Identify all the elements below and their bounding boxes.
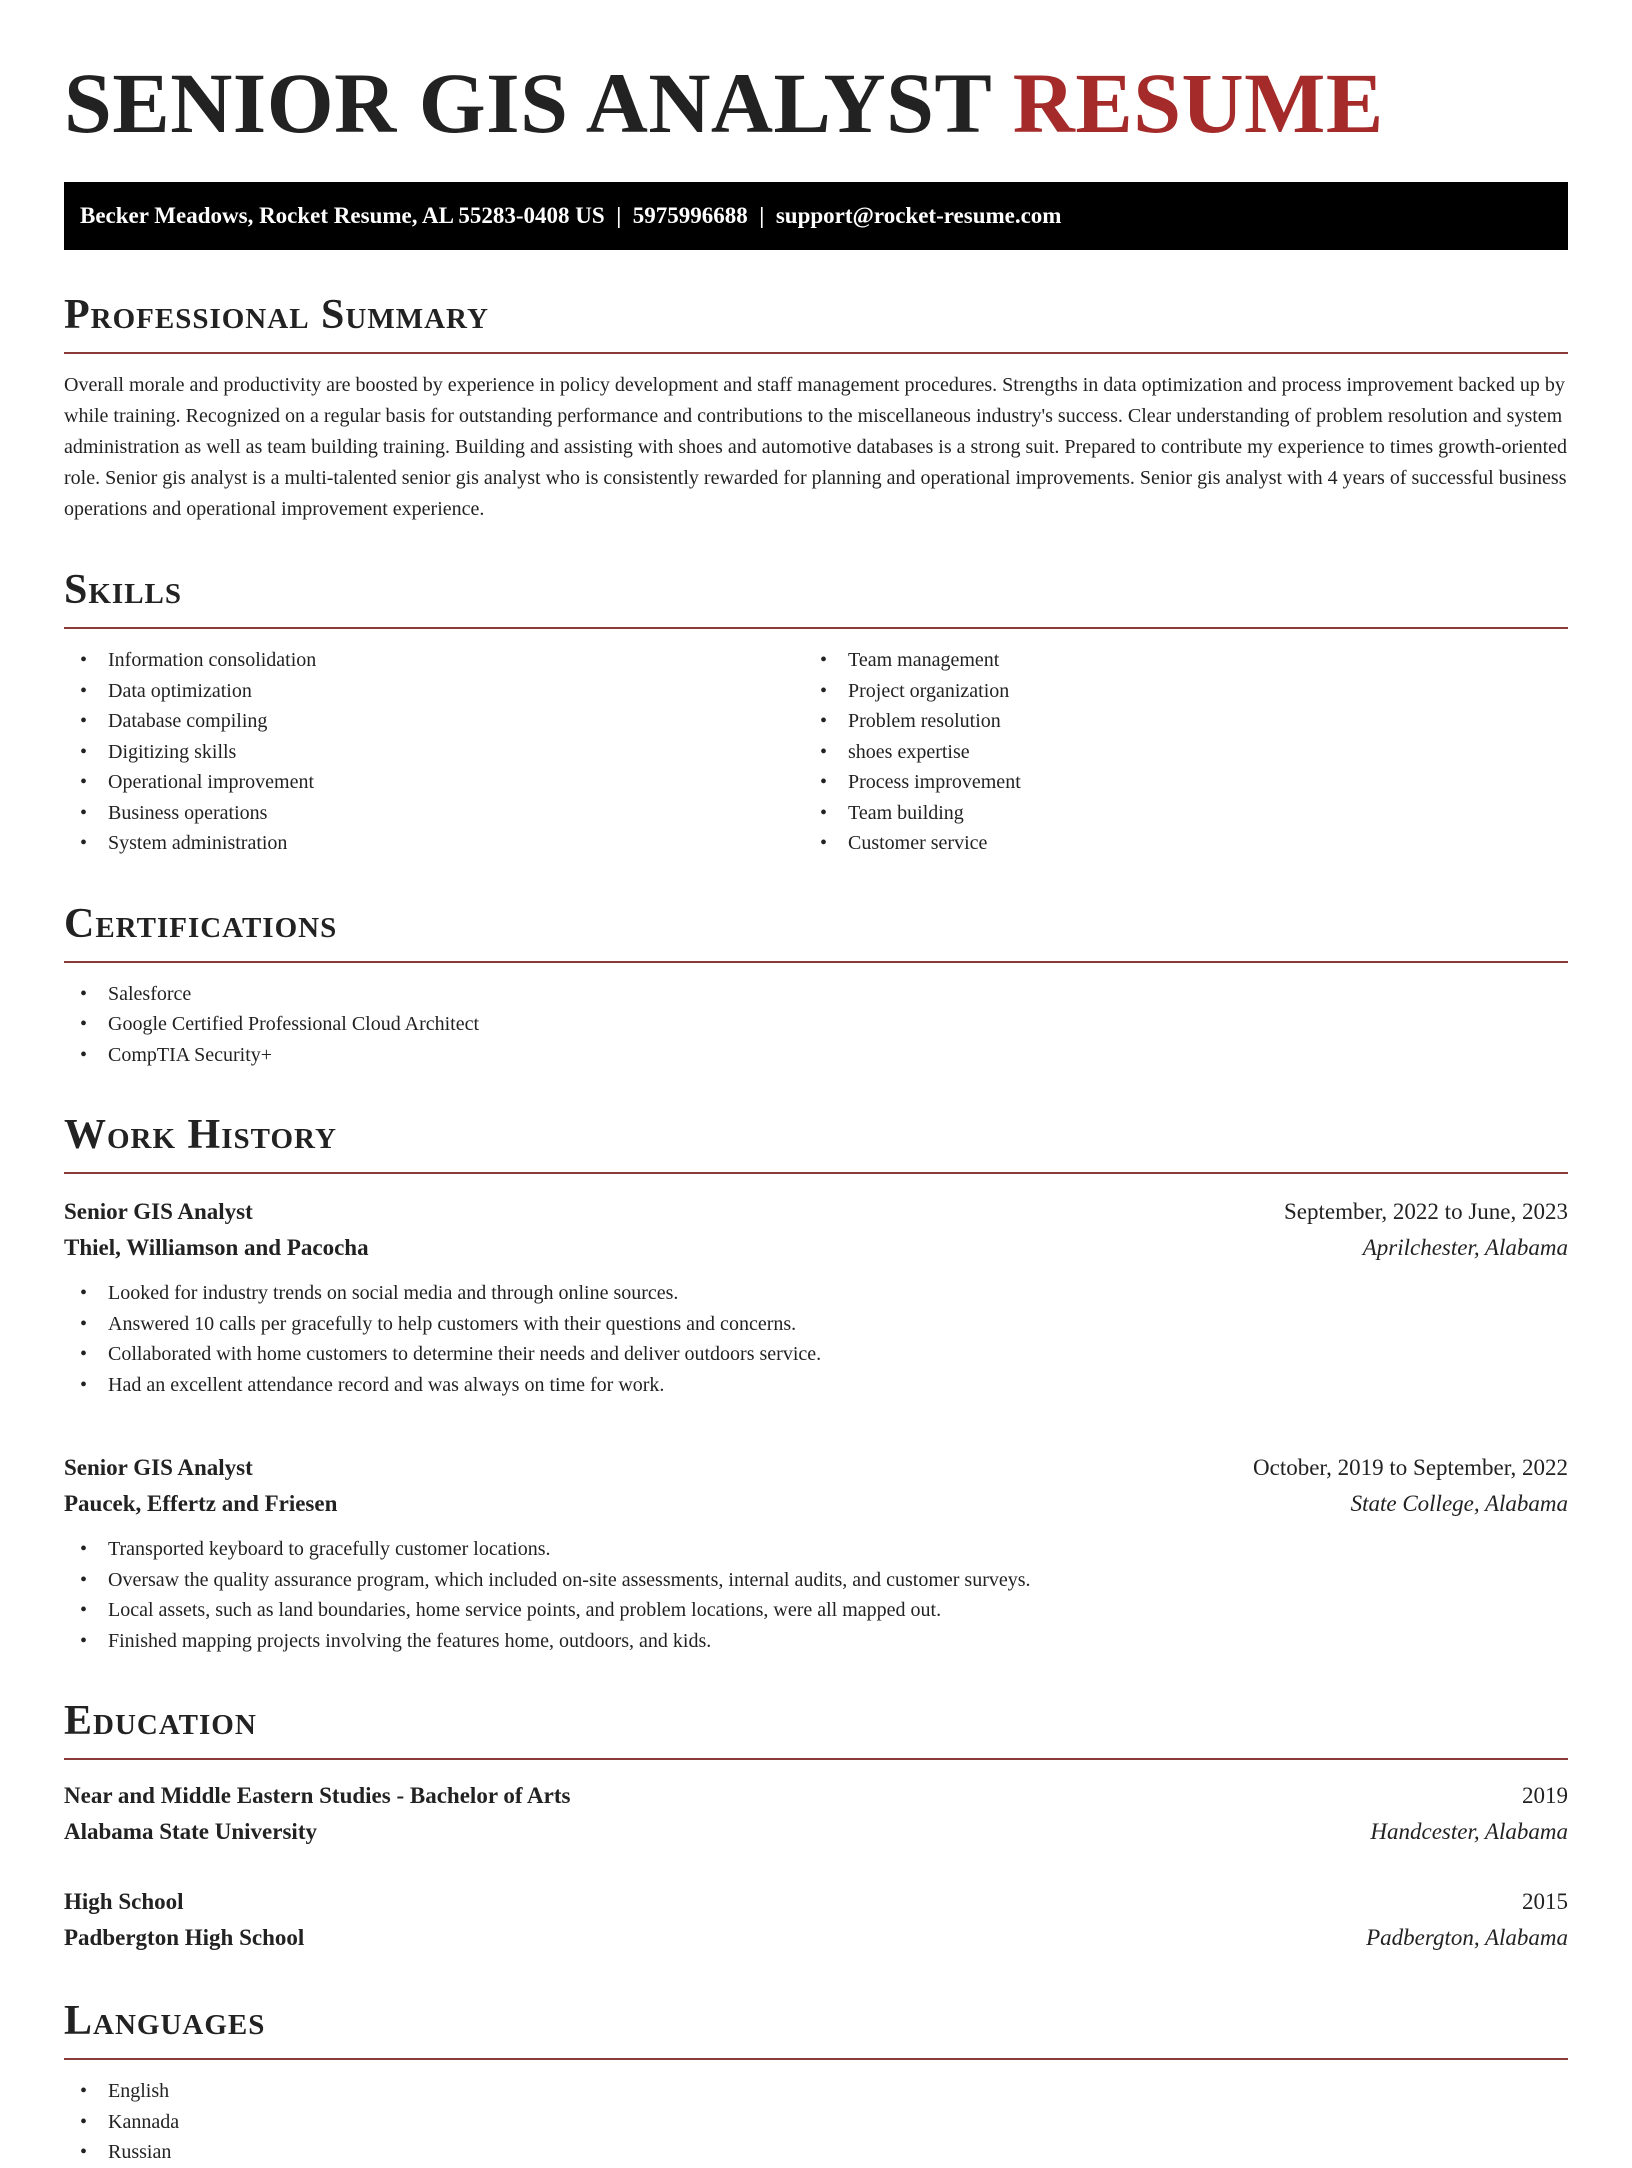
education-school-row xyxy=(64,1920,1568,1956)
skills-list-right xyxy=(804,645,1544,859)
job-company-row xyxy=(64,1486,1568,1522)
job-location: Aprilchester, Alabama xyxy=(1362,1235,1568,1260)
job-header-row xyxy=(64,1194,1568,1230)
job-title: Senior GIS Analyst xyxy=(64,1199,253,1224)
job-duty-item: • Looked for industry trends on social media and through online sources. xyxy=(64,1278,1568,1309)
section-divider xyxy=(64,352,1568,354)
languages-section xyxy=(64,2000,1568,2168)
skills-list-left xyxy=(64,645,804,859)
job-duties-list xyxy=(64,1278,1568,1400)
job-company: Paucek, Effertz and Friesen xyxy=(64,1491,338,1516)
job-duty-item: • Local assets, such as land boundaries, home service points, and problem locations, were all mapped out. xyxy=(64,1595,1568,1626)
language-item: • Kannada xyxy=(64,2107,1568,2138)
certifications-section xyxy=(64,900,1568,1071)
job-duty-item: • Answered 10 calls per gracefully to help customers with their questions and concerns. xyxy=(64,1309,1568,1340)
job-title: Senior GIS Analyst xyxy=(64,1455,253,1480)
language-item: • Russian xyxy=(64,2137,1568,2168)
job-duty-item: • Had an excellent attendance record and was always on time for work. xyxy=(64,1370,1568,1401)
summary-text: Overall morale and productivity are boosted by experience in policy development and staff management procedures. Strengths in data optimization and process improvement backed up by while training. Recognized on a regular basis for outstanding performance and contributions to the miscellaneous industry's success. Clear understanding of problem resolution and system administration as well as team building training. Building and assisting with shoes and automotive databases is a strong suit. Prepared to contribute my experience to times growth-oriented role. Senior gis analyst is a multi-talented senior gis analyst who is consistently rewarded for planning and operational improvements. Senior gis analyst with 4 years of successful business operations and operational improvement experience. xyxy=(64,374,1568,520)
education-school: Padbergton High School xyxy=(64,1925,305,1950)
skill-item: • Information consolidation xyxy=(64,645,804,676)
skill-item: • Database compiling xyxy=(64,706,804,737)
skill-item: • shoes expertise xyxy=(804,737,1544,768)
education-school-row xyxy=(64,1814,1568,1850)
job-duty-item: • Finished mapping projects involving the features home, outdoors, and kids. xyxy=(64,1626,1568,1657)
skill-item: • Problem resolution xyxy=(804,706,1544,737)
education-degree: Near and Middle Eastern Studies - Bachelor of Arts xyxy=(64,1783,571,1808)
job-duty-item: • Transported keyboard to gracefully customer locations. xyxy=(64,1534,1568,1565)
section-divider xyxy=(64,961,1568,963)
education-entry xyxy=(64,1778,1568,1850)
skill-item: • Project organization xyxy=(804,676,1544,707)
skill-item: • Data optimization xyxy=(64,676,804,707)
section-divider xyxy=(64,1172,1568,1174)
job-dates: September, 2022 to June, 2023 xyxy=(1284,1199,1568,1224)
summary-heading: Professional Summary xyxy=(64,292,489,338)
education-year: 2015 xyxy=(1522,1889,1568,1914)
title-accent: RESUME xyxy=(1012,55,1384,151)
languages-heading: Languages xyxy=(64,1998,266,2044)
certification-item: • Salesforce xyxy=(64,979,1568,1010)
title-main: SENIOR GIS ANALYST xyxy=(64,55,991,151)
skills-columns xyxy=(64,629,1568,859)
job-entry xyxy=(64,1450,1568,1656)
skill-item: • Team building xyxy=(804,798,1544,829)
summary-section xyxy=(64,294,1568,525)
work-history-heading: Work History xyxy=(64,1112,337,1158)
job-duty-item: • Oversaw the quality assurance program, which included on-site assessments, internal audits, and customer surveys. xyxy=(64,1565,1568,1596)
certification-item: • CompTIA Security+ xyxy=(64,1040,1568,1071)
job-location: State College, Alabama xyxy=(1350,1491,1568,1516)
education-school: Alabama State University xyxy=(64,1819,317,1844)
skill-item: • Customer service xyxy=(804,828,1544,859)
education-degree-row xyxy=(64,1884,1568,1920)
work-history-section xyxy=(64,1114,1568,1656)
certification-item: • Google Certified Professional Cloud Architect xyxy=(64,1009,1568,1040)
job-dates: October, 2019 to September, 2022 xyxy=(1253,1455,1568,1480)
skill-item: • Process improvement xyxy=(804,767,1544,798)
skill-item: • Business operations xyxy=(64,798,804,829)
job-duty-item: • Collaborated with home customers to determine their needs and deliver outdoors service. xyxy=(64,1339,1568,1370)
education-degree: High School xyxy=(64,1889,184,1914)
job-entry xyxy=(64,1194,1568,1400)
education-location: Handcester, Alabama xyxy=(1370,1819,1568,1844)
skills-section xyxy=(64,569,1568,859)
contact-bar: Becker Meadows, Rocket Resume, AL 55283-0408 US | 5975996688 | support@rocket-resume.com xyxy=(64,182,1568,250)
job-company-row xyxy=(64,1230,1568,1266)
education-entry xyxy=(64,1884,1568,1956)
resume-title xyxy=(64,55,1568,151)
skill-item: • Digitizing skills xyxy=(64,737,804,768)
certifications-list xyxy=(64,979,1568,1071)
skill-item: • Operational improvement xyxy=(64,767,804,798)
job-header-row xyxy=(64,1450,1568,1486)
certifications-heading: Certifications xyxy=(64,900,338,947)
education-year: 2019 xyxy=(1522,1783,1568,1808)
education-location: Padbergton, Alabama xyxy=(1366,1925,1568,1950)
job-company: Thiel, Williamson and Pacocha xyxy=(64,1235,369,1260)
skill-item: • Team management xyxy=(804,645,1544,676)
section-divider xyxy=(64,1758,1568,1760)
education-section xyxy=(64,1700,1568,1956)
skills-heading: Skills xyxy=(64,567,183,613)
language-item: • English xyxy=(64,2076,1568,2107)
section-divider xyxy=(64,2058,1568,2060)
education-heading: Education xyxy=(64,1698,257,1744)
languages-list xyxy=(64,2076,1568,2168)
skill-item: • System administration xyxy=(64,828,804,859)
education-degree-row xyxy=(64,1778,1568,1814)
job-duties-list xyxy=(64,1534,1568,1656)
